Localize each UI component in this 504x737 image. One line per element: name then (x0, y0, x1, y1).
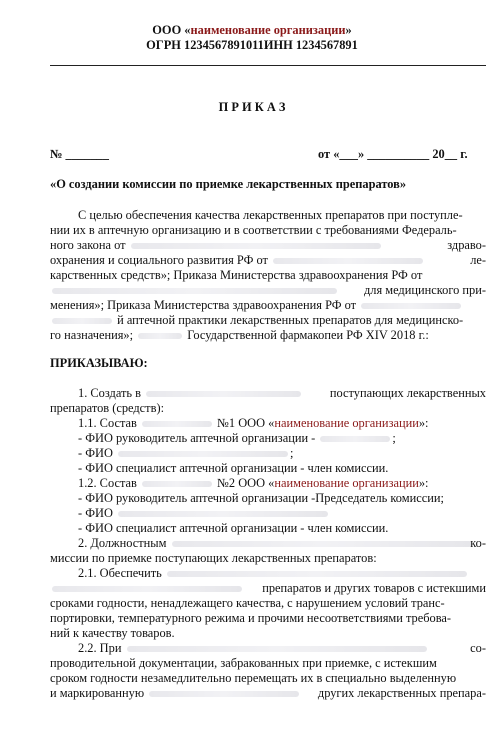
order-date: от «___» __________ 20__ г. (318, 147, 468, 161)
body-line: - ФИО специалист аптечной организации - член комиссии. (78, 521, 389, 535)
order-subject: «О создании комиссии по приемке лекарственных препаратов» (50, 177, 407, 191)
body-line: 1.1. Состав №1 ООО «наименование организации»: (78, 416, 429, 430)
ogrn-line: ОГРН 1234567891011ИНН 1234567891 (146, 38, 358, 52)
body-line: сроком годности незамедлительно перемещать их в специально выделенную (50, 671, 457, 685)
redacted-text (52, 318, 112, 324)
preamble-line: С целью обеспечения качества лекарственных препаратов при поступле- (78, 208, 463, 222)
redacted-text (273, 258, 423, 264)
redacted-text (149, 691, 299, 697)
redacted-text (118, 451, 288, 457)
preamble-line: ного закона от здраво- (50, 238, 486, 252)
redacted-text (172, 541, 472, 547)
redacted-text (146, 391, 301, 397)
preamble-line: охранения и социального развития РФ от ле- (50, 253, 486, 267)
redacted-text (52, 288, 337, 294)
redacted-text (131, 243, 381, 249)
redacted-text (127, 646, 427, 652)
body-line: портировки, температурного режима и прочими несоответствиями требова- (50, 611, 452, 625)
body-line: и маркированную других лекарственных препара- (50, 686, 486, 700)
body-line: 2. Должностным ко- (78, 536, 486, 550)
redacted-text (361, 303, 461, 309)
redacted-text (138, 333, 182, 339)
preamble-line: карственных средств»; Приказа Министерства здравоохранения РФ от (50, 268, 423, 282)
redacted-text (320, 436, 390, 442)
redacted-text (142, 421, 212, 427)
document-title: П Р И К А З (218, 100, 286, 114)
preamble-line: нии их в аптечную организацию и в соответствии с требованиями Федераль- (50, 223, 457, 237)
org-name: наименование организации (190, 23, 346, 37)
body-line: - ФИО руководитель аптечной организации -Председатель комиссии; (78, 491, 444, 505)
redacted-text (52, 586, 242, 592)
body-line: 1. Создать в поступающих лекарственных (78, 386, 486, 400)
body-line: препаратов (средств): (50, 401, 165, 415)
body-line: 1.2. Состав №2 ООО «наименование организации»: (78, 476, 429, 490)
body-line: препаратов и других товаров с истекшими (50, 581, 486, 595)
redacted-text (142, 481, 212, 487)
body-line: - ФИО специалист аптечной организации - член комиссии. (78, 461, 389, 475)
redacted-text (118, 511, 328, 517)
redacted-text (167, 571, 467, 577)
order-number: № _______ (50, 147, 109, 161)
body-line: - ФИО (78, 506, 330, 520)
body-line: миссии по приемке поступающих лекарственных препаратов: (50, 551, 377, 565)
header-divider (50, 65, 486, 66)
body-line: 2.1. Обеспечить (78, 566, 469, 580)
preamble-line: для медицинского при- (50, 283, 486, 297)
body-line: - ФИО ; (78, 446, 294, 460)
order-command: ПРИКАЗЫВАЮ: (50, 356, 148, 370)
preamble-line: менения»; Приказа Министерства здравоохранения РФ от (50, 298, 486, 312)
body-line: ний к качеству товаров. (50, 626, 175, 640)
org-header: ООО «наименование организации» (152, 23, 352, 37)
body-line: проводительной документации, забракованных при приемке, с истекшим (50, 656, 437, 670)
preamble-line: го назначения»; Государственной фармакопеи РФ XIV 2018 г.: (50, 328, 429, 342)
body-line: - ФИО руководитель аптечной организации - ; (78, 431, 396, 445)
body-line: сроками годности, ненадлежащего качества, с нарушением условий транс- (50, 596, 445, 610)
preamble-line: й аптечной практики лекарственных препаратов для медицинско- (50, 313, 486, 327)
body-line: 2.2. При со- (78, 641, 486, 655)
